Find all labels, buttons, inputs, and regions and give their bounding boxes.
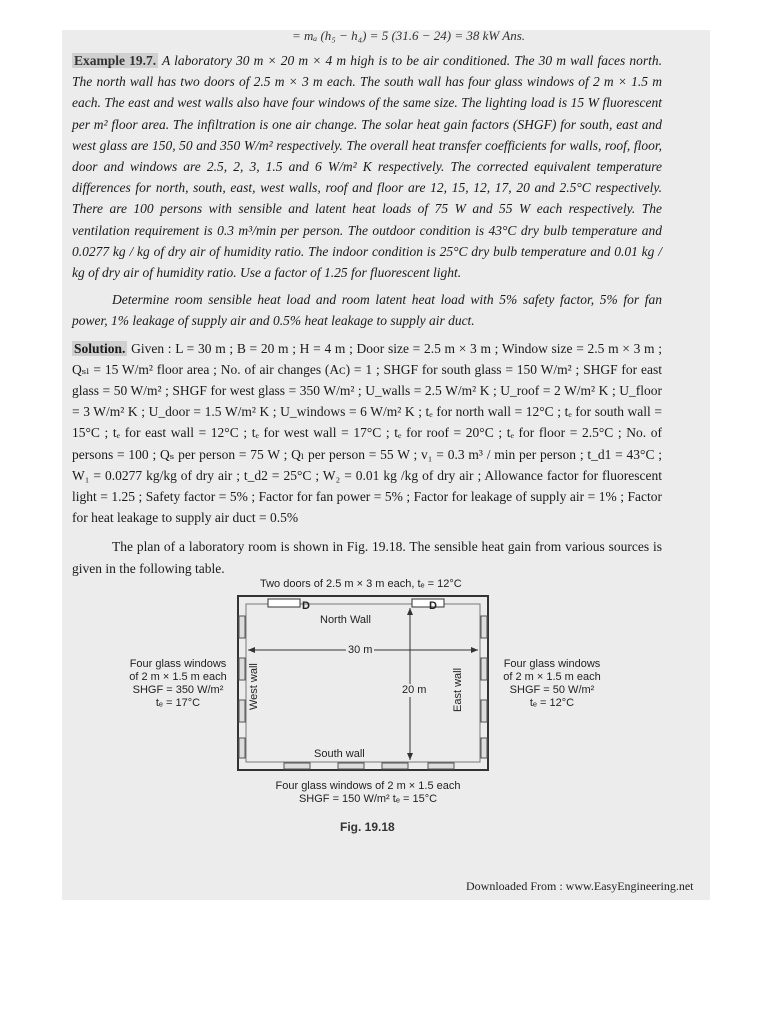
door-left [268,599,300,607]
east-note-line-1: Four glass windows [503,658,601,670]
east-windows [481,616,487,758]
arrow-right [471,647,478,653]
solution-text: Given : L = 30 m ; B = 20 m ; H = 4 m ; Door size = 2.5 m × 3 m ; Window size = 2.5 m × 3 m ; Qₛₗ = 15 W/m² floor area ; No. of air changes (Aᴄ) = 1 ; SHGF for south glass = 150 W/m² ; SHGF for east glass = 50 W/m² ; SHGF for west glass = 350 W/m² ; U_walls = 2.5 W/m² K ; U_roof = 2 W/m² K ; U_floor = 3 W/m² K ; U_door = 1.5 W/m² K ; U_windows = 6 W/m² K ; tₑ for north wall = 12°C ; tₑ for south wall = 15°C ; tₑ for east wall = 12°C ; tₑ for west wall = 17°C ; tₑ for roof = 20°C ; tₑ for floor = 2.5°C ; No. of persons = 100 ; Qₛ per person = 75 W ; Qₗ per person = 55 W ; v₁ = 0.3 m³ / min per person ; t_d1 = 43°C ; W₁ = 0.0277 kg/kg of dry air ; t_d2 = 25°C ; W₂ = 0.01 kg /kg of dry air ; Allowance factor for fluorescent light = 1.25 ; Safety factor = 5% ; Factor for fan power = 5% ; Factor for leakage of supply air = 1% ; Factor for heat leakage to supply air duct = 0.5% [72,340,662,526]
download-footer: Downloaded From : www.EasyEngineering.net [466,879,694,893]
figure-caption: Fig. 19.18 [340,820,395,834]
east-note-line-3: SHGF = 50 W/m² [509,684,595,696]
east-note-line-2: of 2 m × 1.5 m each [503,671,601,683]
solution-paragraph [72,338,662,529]
west-wall-label: West wall [248,663,260,710]
example-label: Example 19.7. [74,53,157,68]
width-label: 20 m [402,684,427,696]
south-note-line-1: Four glass windows of 2 m × 1.5 each [275,780,461,792]
south-wall-label: South wall [314,748,365,760]
door-marker-left: D [302,600,310,612]
determine-paragraph: Determine room sensible heat load and room latent heat load with 5% safety factor, 5% for fan power, 1% leakage of supply air and 0.5% heat leakage to supply air duct. [72,292,662,329]
south-note-line-2: SHGF = 150 W/m² tₑ = 15°C [298,793,438,805]
length-label: 30 m [348,644,373,656]
previous-answer-line: = mₐ (h₅ − h₄) = 5 (31.6 − 24) = 38 kW Ans. [292,28,526,43]
east-note [494,658,610,710]
door-marker-right: D [429,600,437,612]
north-wall-label: North Wall [320,614,371,626]
east-note-line-4: tₑ = 12°C [529,697,575,709]
east-wall-label: East wall [452,667,464,712]
west-windows [239,616,245,758]
example-paragraph [72,50,662,283]
arrow-top [407,608,413,615]
west-note [122,658,234,710]
example-text: A laboratory 30 m × 20 m × 4 m high is to be air conditioned. The 30 m wall faces north. The north wall has two doors of 2.5 m × 3 m each. The south wall has four glass windows of 2 m × 1.5 m each. The east and west walls also have four windows of the same size. The lighting load is 15 W fluorescent per m² floor area. The infiltration is one air change. The solar heat gain factors (SHGF) for south, east and west glass are 150, 50 and 350 W/m² respectively. The overall heat transfer coefficients for walls, roof, floor, door and windows are 2.5, 2, 3, 1.5 and 6 W/m² K respectively. The corrected equivalent temperature differences for north, south, east, west walls, roof and floor are 12, 15, 12, 17, 20 and 2.5°C respectively. There are 100 persons with sensible and latent heat loads of 75 W and 55 W each respectively. The ventilation requirement is 0.3 m³/min per person. The outdoor condition is 43°C dry bulb temperature and 0.0277 kg / kg of dry air of humidity ratio. The indoor condition is 25°C dry bulb temperature and 0.01 kg / kg of dry air of humidity ratio. Use a factor of 1.25 for fluorescent light. [72,53,662,281]
west-note-line-2: of 2 m × 1.5 m each [129,671,227,683]
arrow-left [248,647,255,653]
top-label: Two doors of 2.5 m × 3 m each, tₑ = 12°C [260,578,462,590]
plan-intro-paragraph: The plan of a laboratory room is shown in Fig. 19.18. The sensible heat gain from various sources is given in the following table. [72,539,662,576]
room-plan-figure [120,574,620,844]
arrow-bottom [407,753,413,760]
south-windows [284,763,454,769]
south-note [260,780,476,806]
west-note-line-3: SHGF = 350 W/m² [132,684,224,696]
inner-wall [246,604,480,762]
door-right [412,599,444,607]
solution-label: Solution. [74,340,126,356]
page-content [72,28,662,579]
west-note-line-1: Four glass windows [129,658,227,670]
west-note-line-4: tₑ = 17°C [155,697,201,709]
